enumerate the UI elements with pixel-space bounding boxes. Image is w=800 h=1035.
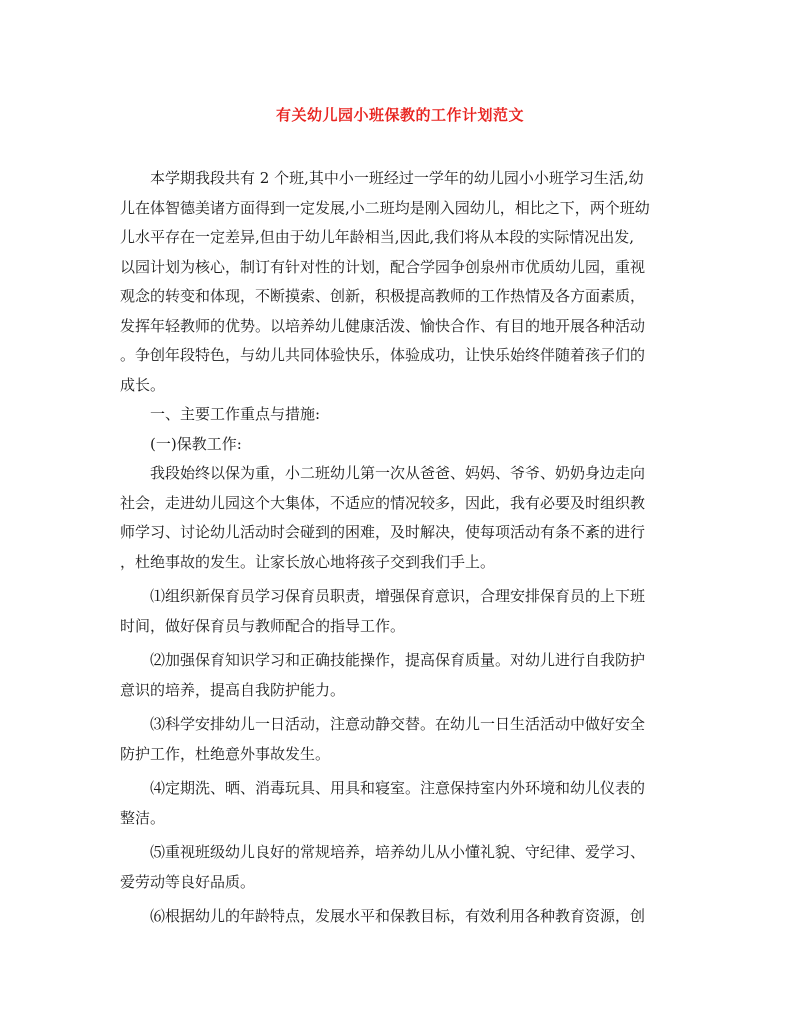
text-line: 我段始终以保为重，小二班幼儿第一次从爸爸、妈妈、爷爷、奶奶身边走向: [120, 464, 646, 482]
text-line: 本学期我段共有 2 个班,其中小一班经过一学年的幼儿园小小班学习生活,幼: [120, 169, 644, 187]
text-line: ⑷定期洗、晒、消毒玩具、用具和寝室。注意保持室内外环境和幼儿仪表的: [120, 779, 646, 797]
text-line: 儿在体智德美诸方面得到一定发展,小二班均是刚入园幼儿，相比之下，两个班幼: [120, 198, 650, 217]
text-line: ⑸重视班级幼儿良好的常规培养，培养幼儿从小懂礼貌、守纪律、爱学习、: [120, 843, 646, 861]
text-line: ⑵加强保育知识学习和正确技能操作，提高保育质量。对幼儿进行自我防护: [120, 651, 646, 669]
text-line: 发挥年轻教师的优势。以培养幼儿健康活泼、愉快合作、有目的地开展各种活动: [120, 316, 646, 335]
text-line: 成长。: [120, 375, 166, 394]
text-line: 。争创年段特色，与幼儿共同体验快乐，体验成功，让快乐始终伴随着孩子们的: [120, 346, 646, 364]
text-line: 一、主要工作重点与措施:: [120, 405, 321, 423]
text-line: 整洁。: [120, 808, 166, 827]
document-title: 有关幼儿园小班保教的工作计划范文: [275, 106, 524, 124]
text-line: 防护工作，杜绝意外事故发生。: [120, 744, 331, 763]
text-line: 爱劳动等良好品质。: [120, 872, 256, 891]
text-line: ，杜绝事故的发生。让家长放心地将孩子交到我们手上。: [120, 552, 496, 571]
text-line: ⑶科学安排幼儿一日活动，注意动静交替。在幼儿一日生活活动中做好安全: [120, 715, 646, 733]
text-line: 意识的培养，提高自我防护能力。: [120, 680, 346, 699]
text-line: 观念的转变和体现，不断摸索、创新，积极提高教师的工作热情及各方面素质，: [120, 287, 646, 305]
text-line: 时间，做好保育员与教师配合的指导工作。: [120, 616, 406, 635]
document-body: [120, 164, 682, 932]
text-line: 社会，走进幼儿园这个大集体，不适应的情况较多，因此，我有必要及时组织教: [120, 493, 646, 512]
text-line: ⑴组织新保育员学习保育员职责，增强保育意识，合理安排保育员的上下班: [120, 587, 646, 605]
text-line: 师学习、讨论幼儿活动时会碰到的困难，及时解决，使每项活动有条不紊的进行: [120, 523, 646, 541]
text-line: 儿水平存在一定差异,但由于幼儿年龄相当,因此,我们将从本段的实际情况出发,: [120, 228, 635, 246]
text-line: 以园计划为核心，制订有针对性的计划，配合学园争创泉州市优质幼儿园，重视: [120, 257, 646, 276]
text-line: ⑹根据幼儿的年龄特点，发展水平和保教目标，有效利用各种教育资源，创: [120, 907, 646, 925]
text-line: (一)保教工作:: [120, 434, 242, 453]
